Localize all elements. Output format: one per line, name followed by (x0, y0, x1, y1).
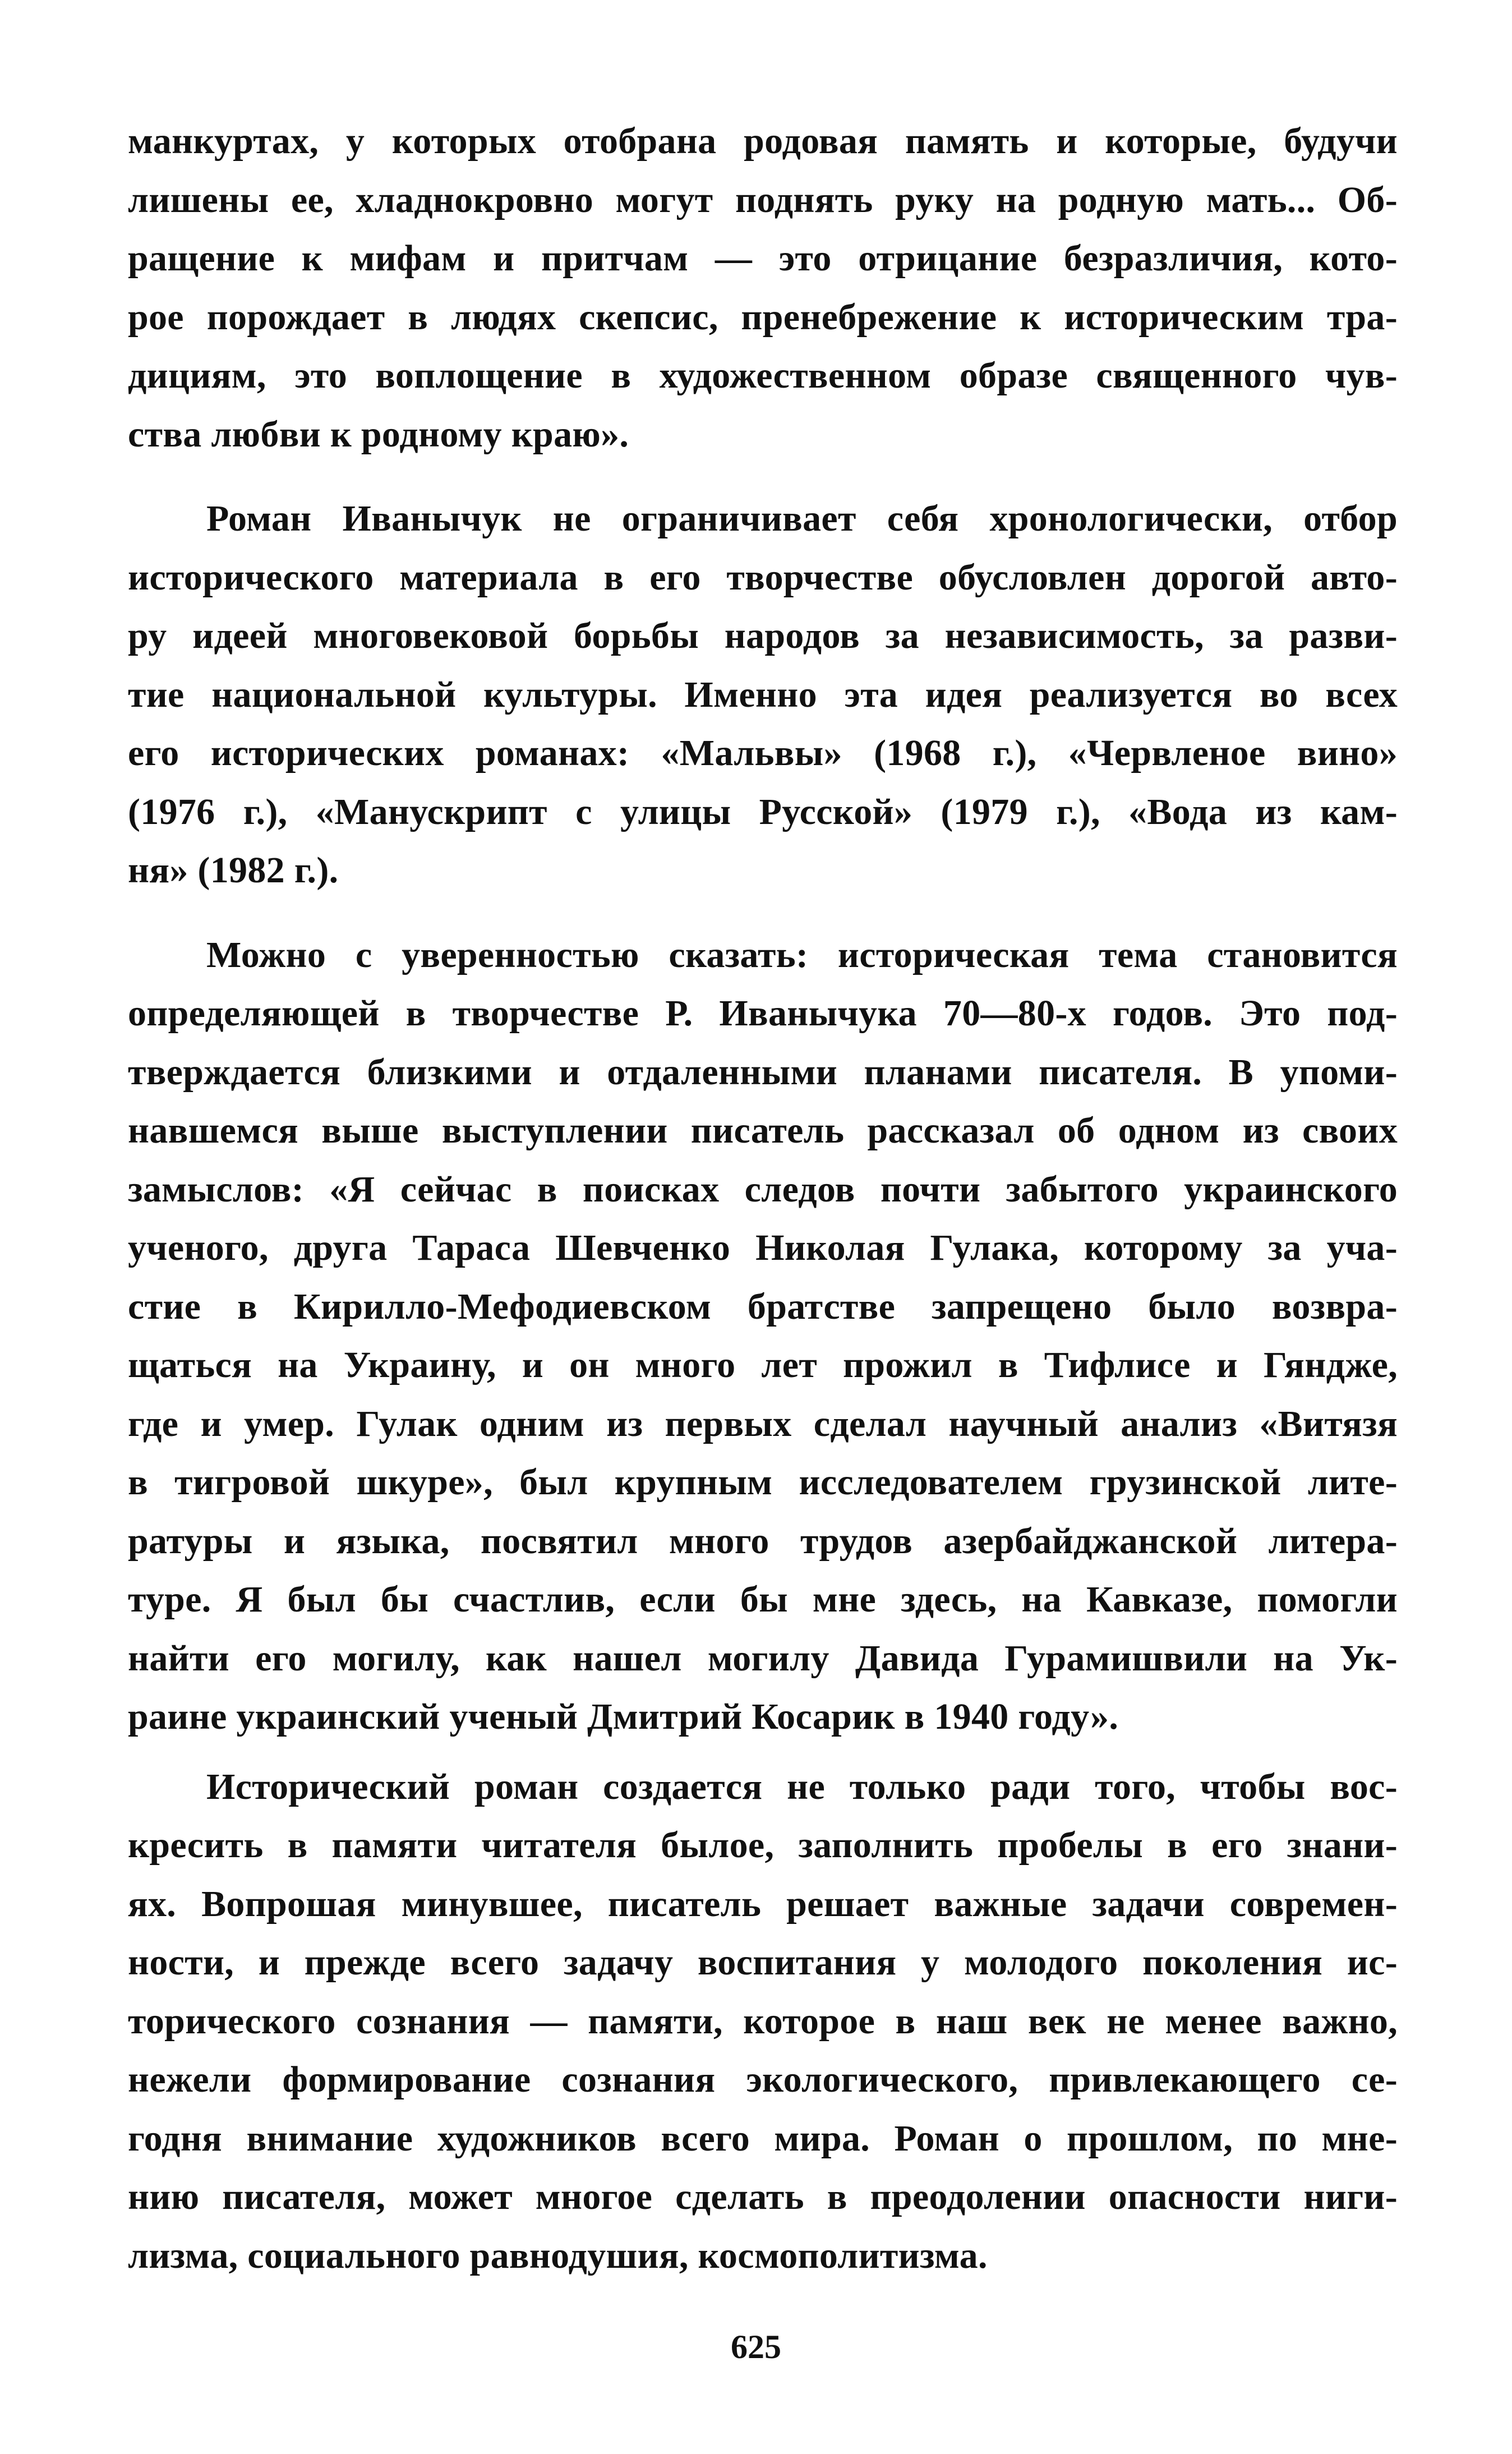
text-line: исторического материала в его творчестве обусловлен дорогой авто- (128, 556, 1398, 598)
text-line: нежели формирование сознания экологического, привлекающего се- (128, 2059, 1398, 2100)
text-line: ру идеей многовековой борьбы народов за независимость, за разви- (128, 615, 1398, 656)
text-line: (1976 г.), «Манускрипт с улицы Русской» (1979 г.), «Вода из кам- (128, 791, 1398, 832)
text-line: ях. Вопрошая минувшее, писатель решает важные задачи современ- (128, 1883, 1398, 1924)
text-line: ности, и прежде всего задачу воспитания у молодого поколения ис- (128, 1942, 1398, 1983)
text-line: Можно с уверенностью сказать: историческая тема становится (206, 934, 1398, 975)
paragraph-1 (128, 112, 1398, 464)
text-line: найти его могилу, как нашел могилу Давида Гурамишвили на Ук- (128, 1637, 1398, 1679)
text-line: кресить в памяти читателя былое, заполнить пробелы в его знани- (128, 1825, 1398, 1866)
text-line: ученого, друга Тараса Шевченко Николая Гулака, которому за уча- (128, 1227, 1398, 1268)
text-line: в тигровой шкуре», был крупным исследователем грузинской лите- (128, 1462, 1398, 1503)
text-line: лизма, социального равнодушия, космополитизма. (128, 2235, 988, 2276)
paragraph-2 (128, 490, 1398, 900)
text-line: лишены ее, хладнокровно могут поднять руку на родную мать... Об- (128, 179, 1398, 220)
text-line: торического сознания — памяти, которое в наш век не менее важно, (128, 2000, 1398, 2042)
text-line: ня» (1982 г.). (128, 850, 339, 891)
text-line: годня внимание художников всего мира. Роман о прошлом, по мне- (128, 2117, 1398, 2159)
text-line: где и умер. Гулак одним из первых сделал научный анализ «Витязя (128, 1403, 1398, 1444)
text-line: туре. Я был бы счастлив, если бы мне здесь, на Кавказе, помогли (128, 1579, 1398, 1620)
text-line: Исторический роман создается не только ради того, чтобы вос- (206, 1766, 1398, 1807)
text-line: его исторических романах: «Мальвы» (1968 г.), «Червленое вино» (128, 733, 1398, 774)
text-line: определяющей в творчестве Р. Иванычука 70—80-х годов. Это под- (128, 993, 1398, 1034)
paragraph-3 (128, 926, 1398, 1747)
text-line: Роман Иванычук не ограничивает себя хронологически, отбор (206, 498, 1398, 539)
text-line: навшемся выше выступлении писатель рассказал об одном из своих (128, 1110, 1398, 1151)
text-line: ства любви к родному краю». (128, 413, 629, 455)
text-line: тверждается близкими и отдаленными планами писателя. В упоми- (128, 1051, 1398, 1093)
text-line: нию писателя, может многое сделать в преодолении опасности ниги- (128, 2176, 1398, 2217)
text-line: ратуры и языка, посвятил много трудов азербайджанской литера- (128, 1520, 1398, 1562)
text-line: рое порождает в людях скепсис, пренебрежение к историческим тра- (128, 296, 1398, 338)
text-line: дициям, это воплощение в художественном образе священного чув- (128, 355, 1398, 396)
text-line: ращение к мифам и притчам — это отрицание безразличия, кото- (128, 238, 1398, 279)
page-number: 625 (731, 2328, 781, 2365)
text-line: раине украинский ученый Дмитрий Косарик в 1940 году». (128, 1696, 1119, 1737)
text-line: щаться на Украину, и он много лет прожил в Тифлисе и Гяндже, (128, 1345, 1398, 1385)
text-line: манкуртах, у которых отобрана родовая память и которые, будучи (128, 121, 1398, 162)
paragraph-4 (128, 1758, 1398, 2286)
text-line: замыслов: «Я сейчас в поисках следов почти забытого украинского (128, 1168, 1398, 1210)
page-body (128, 112, 1398, 2285)
text-line: стие в Кирилло-Мефодиевском братстве запрещено было возвра- (128, 1286, 1398, 1327)
text-line: тие национальной культуры. Именно эта идея реализуется во всех (128, 674, 1398, 715)
